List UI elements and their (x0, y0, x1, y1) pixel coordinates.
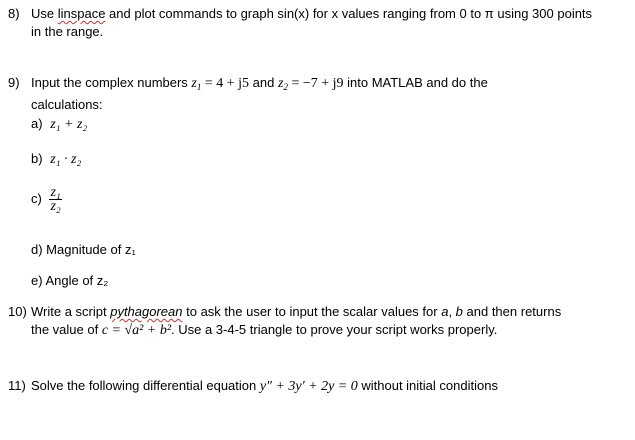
question-text: Use linspace and plot commands to graph sin(x) for x values ranging from 0 to π using 300 points (31, 6, 593, 21)
part-b (31, 150, 81, 169)
part-a (31, 115, 87, 134)
question-text-line2: calculations: (31, 97, 103, 112)
question-11 (8, 377, 628, 396)
question-8 (8, 5, 628, 41)
formula-hypotenuse: c = √a² + b² (101, 323, 172, 338)
question-9 (8, 74, 628, 114)
z1-definition: $z_1 = 4 + j5$ (191, 76, 250, 92)
question-number: 8) (8, 6, 20, 21)
question-text: Input the complex numbers $z_1 = 4 + j5$ and $z_2 = -7 + j9$ into MATLAB and do the (31, 75, 488, 92)
part-label: a) (31, 116, 43, 131)
keyword-pythagorean: pythagorean (110, 304, 183, 319)
z2-definition: $z_2 = -7 + j9$ (277, 76, 344, 92)
differential-equation: y″ + 3y′ + 2y = 0 (259, 379, 358, 394)
part-label: b) (31, 151, 43, 166)
part-label: c) (31, 190, 42, 206)
part-c (31, 186, 62, 213)
expression-quotient: $\frac{\text{z₁}}{\text{z₂}}$ (50, 185, 61, 214)
expression-sum: z₁ + z₂ (50, 117, 88, 132)
keyword-linspace: linspace (57, 6, 106, 21)
question-text-line2: the value of c = √a² + b². Use a 3-4-5 triangle to prove your script works properly. (31, 322, 498, 338)
question-10 (8, 303, 628, 340)
part-d: d) Magnitude of z₁ (31, 242, 136, 257)
expression-product: z₁ · z₂ (50, 152, 82, 167)
question-number: 10) (8, 304, 27, 319)
question-text: Solve the following differential equation y″ + 3y′ + 2y = 0 without initial conditions (31, 378, 498, 394)
question-number: 9) (8, 75, 20, 90)
part-e: e) Angle of z₂ (31, 273, 109, 288)
question-number: 11) (8, 378, 26, 393)
question-text: Write a script pythagorean to ask the user to input the scalar values for a, b and then returns (31, 304, 562, 319)
question-text-line2: in the range. (31, 24, 104, 39)
